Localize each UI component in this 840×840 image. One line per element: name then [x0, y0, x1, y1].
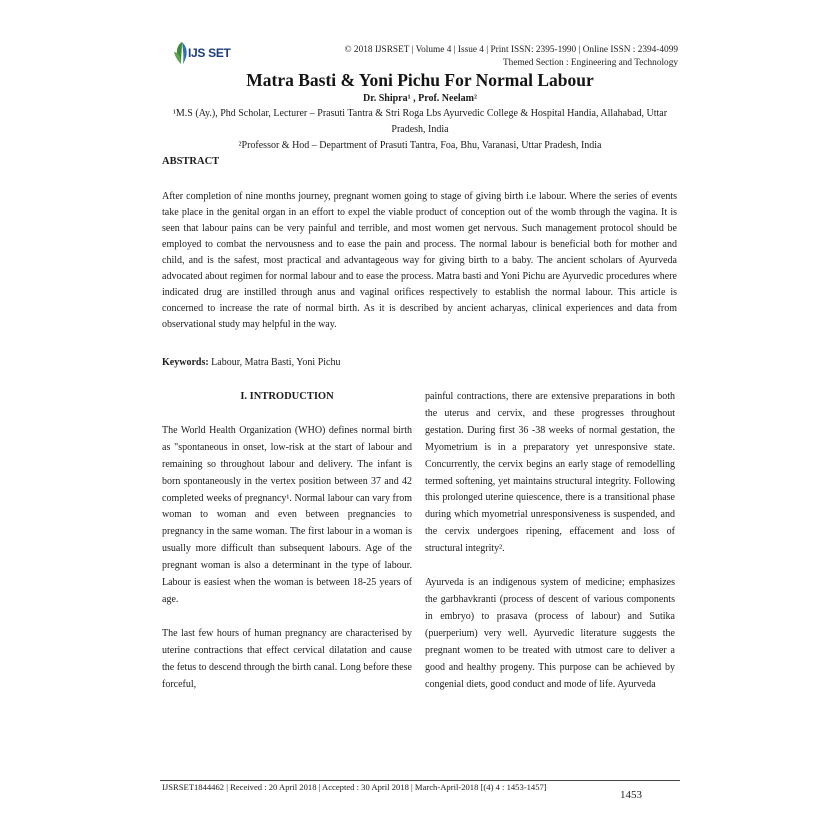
abstract-text: After completion of nine months journey, pregnant women going to stage of giving birth i.e labour. Where the series of events take place in the genital organ in an effort to expel the viable product of conception out of the womb through the vagina. It is seen that labour pains can be very painful and terrible, and most women get nervous. Such management protocol should be employed to combat the nervousness and to ease the pain and process. The normal labour is beneficial both for mother and child, and is the safest, most practical and advantageous way for giving birth to a baby. The ancient scholars of Ayurveda advocated about regimen for normal labour and to ease the process. Matra basti and Yoni Pichu are Ayurvedic procedures where indicated drug are instilled through anus and vaginal orifices respectively to establish the normal labour. This article is concerned to increase the rate of normal birth. As it is described by ancient acharyas, clinical experiences and data from observational study may helpful in the way.	[162, 191, 677, 331]
author-affiliation-1: ¹M.S (Ay.), Phd Scholar, Lecturer – Prasuti Tantra & Stri Roga Lbs Ayurvedic College & Hospital Handia, Allahabad, Uttar Pradesh, India	[172, 108, 668, 135]
author-affiliation-2: ²Professor & Hod – Department of Prasuti Tantra, Foa, Bhu, Varanasi, Uttar Pradesh, India	[238, 140, 602, 151]
keywords-list: Labour, Matra Basti, Yoni Pichu	[208, 357, 341, 368]
paragraph: The World Health Organization (WHO) defines normal birth as "spontaneous in onset, low-risk at the start of labour and remaining so throughout labour and delivery. The infant is born spontaneously in the vertex position between 37 and 42 completed weeks of pregnancy¹. Normal labour can vary from woman to woman and even between pregnancies to pregnancy in the same woman. The first labour in a woman is usually more difficult than subsequent labours. Age of the pregnant woman is also a determinant in the type of labour. Labour is easiest when the woman is between 18-25 years of age.	[162, 424, 412, 605]
keywords	[162, 356, 677, 370]
keywords-label: Keywords:	[162, 357, 209, 368]
footer-citation: IJSRSET1844462 | Received : 20 April 2018 | Accepted : 30 April 2018 | March-April-2018 [(4) 4 : 1453-1457]	[162, 782, 547, 792]
logo-text: IJS SET	[188, 46, 231, 60]
paper-title: Matra Basti & Yoni Pichu For Normal Labour	[246, 70, 594, 90]
page-number: 1453	[620, 789, 642, 801]
section-heading-introduction: I. INTRODUCTION	[240, 391, 334, 402]
journal-meta-line1: © 2018 IJSRSET | Volume 4 | Issue 4 | Print ISSN: 2395-1990 | Online ISSN : 2394-4099	[344, 45, 678, 55]
left-column	[162, 389, 412, 711]
paragraph: painful contractions, there are extensive preparations in both the uterus and cervix, and these progresses throughout gestation. During first 36 -38 weeks of normal gestation, the Myometrium is in a preparatory yet unresponsive state. Concurrently, the cervix begins an early stage of remodelling termed softening, yet maintains structural integrity. Following this prolonged uterine quiescence, there is a transitional phase during which myometrial unresponsiveness is suspended, and the cervix undergoes ripening, effacement and loss of structural integrity².	[425, 391, 675, 555]
footer-divider	[160, 780, 680, 781]
journal-meta-line2: Themed Section : Engineering and Technology	[503, 58, 678, 68]
paragraph: The last few hours of human pregnancy are characterised by uterine contractions that effect cervical dilatation and cause the fetus to descend through the birth canal. Long before these forceful,	[162, 627, 412, 690]
paragraph: Ayurveda is an indigenous system of medicine; emphasizes the garbhavkranti (process of descent of various components in embryo) to prasava (process of labour) and Sutika (puerperium) very well. Ayurvedic literature suggests the pregnant women to be treated with utmost care to deliver a good and healthy progeny. This purpose can be achieved by congenial diets, good conduct and mode of life. Ayurveda	[425, 577, 675, 690]
right-column	[425, 389, 675, 710]
abstract-heading: ABSTRACT	[162, 156, 220, 167]
journal-logo	[172, 40, 242, 68]
journal-meta	[300, 44, 678, 70]
paper-authors: Dr. Shipra¹ , Prof. Neelam²	[362, 93, 478, 104]
